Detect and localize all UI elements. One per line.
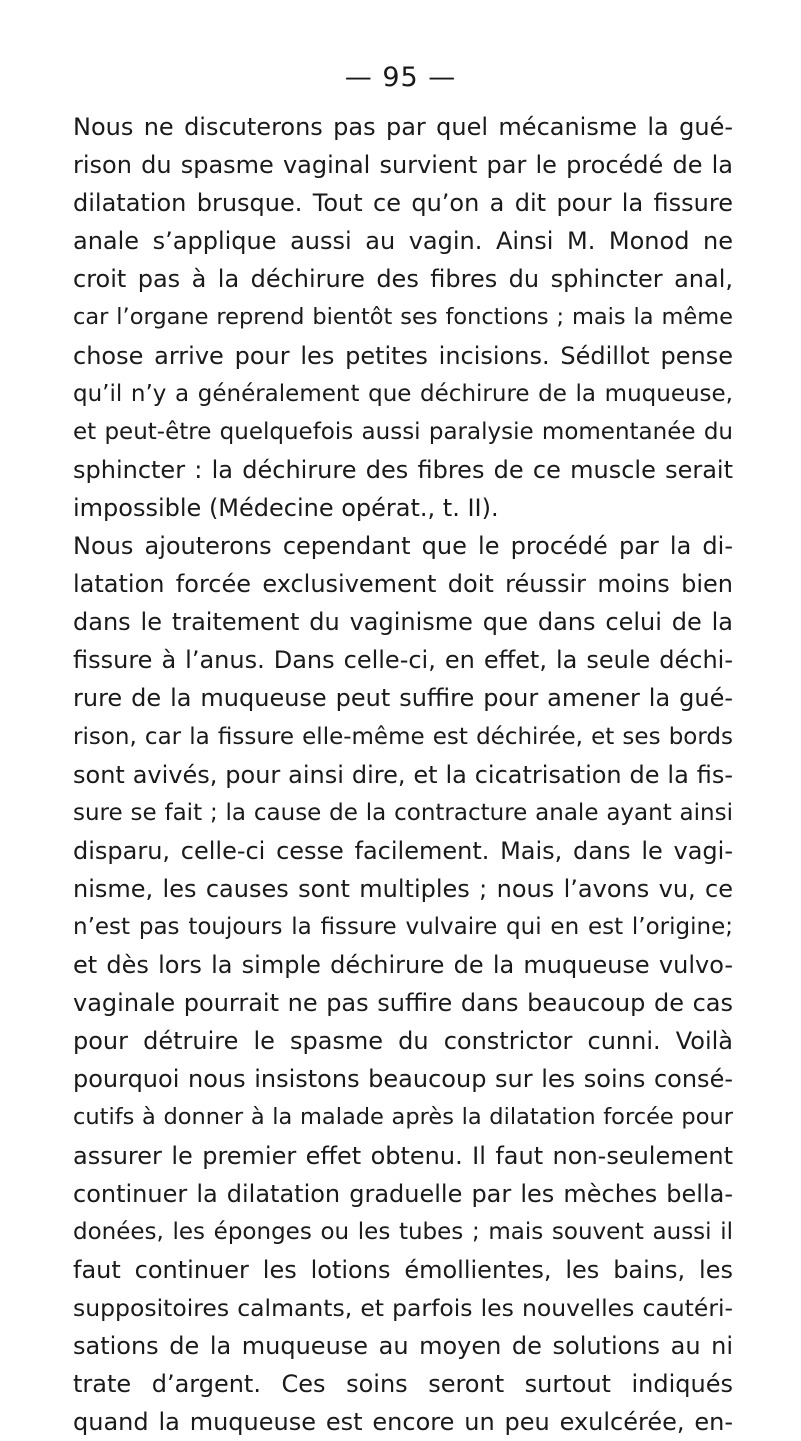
text-line: anale s’applique aussi au vagin. Ainsi M. Monod ne — [73, 227, 733, 256]
text-line: impossible (Médecine opérat., t. II). — [73, 493, 499, 522]
text-line: sont avivés, pour ainsi dire, et la cicatrisation de la fis- — [73, 760, 733, 789]
text-line: cutifs à donner à la malade après la dilatation forcée pour — [73, 1104, 733, 1131]
page-number: — 95 — — [344, 62, 457, 93]
text-line: latation forcée exclusivement doit réussir moins bien — [73, 570, 733, 599]
text-line: et peut-être quelquefois aussi paralysie momentanée du — [73, 418, 733, 445]
text-line: faut continuer les lotions émollientes, les bains, les — [73, 1255, 733, 1284]
text-line: pour détruire le spasme du constrictor cunni. Voilà — [73, 1027, 733, 1056]
text-line: donées, les éponges ou les tubes ; mais souvent aussi il — [73, 1218, 733, 1245]
text-line: vaginale pourrait ne pas suffire dans beaucoup de cas — [73, 989, 733, 1018]
text-line: Nous ajouterons cependant que le procédé par la di- — [73, 532, 733, 561]
text-line: trate d’argent. Ces soins seront surtout indiqués — [73, 1370, 733, 1399]
text-line: chose arrive pour les petites incisions. Sédillot pense — [73, 341, 733, 370]
text-line: rure de la muqueuse peut suffire pour amener la gué- — [73, 684, 733, 713]
text-line: suppositoires calmants, et parfois les nouvelles cautéri- — [73, 1293, 733, 1322]
text-line: car l’organe reprend bientôt ses fonctions ; mais la même — [73, 304, 733, 331]
body-text — [73, 108, 733, 1441]
text-line: n’est pas toujours la fissure vulvaire qui en est l’origine; — [73, 913, 733, 940]
text-line: dans le traitement du vaginisme que dans celui de la — [73, 608, 733, 637]
text-line: continuer la dilatation graduelle par les mèches bella- — [73, 1179, 733, 1208]
text-line: sations de la muqueuse au moyen de solutions au ni — [73, 1332, 733, 1360]
text-line: assurer le premier effet obtenu. Il faut non-seulement — [73, 1141, 733, 1170]
text-line: et dès lors la simple déchirure de la muqueuse vulvo- — [73, 951, 733, 980]
text-line: nisme, les causes sont multiples ; nous l’avons vu, ce — [73, 874, 733, 903]
text-line: sphincter : la déchirure des fibres de ce muscle serait — [73, 455, 733, 484]
text-line: pourquoi nous insistons beaucoup sur les soins consé- — [73, 1065, 733, 1094]
text-line: dilatation brusque. Tout ce qu’on a dit pour la fissure — [73, 189, 733, 218]
text-line: rison du spasme vaginal survient par le procédé de la — [73, 151, 733, 180]
text-line: Nous ne discuterons pas par quel mécanisme la gué- — [73, 113, 733, 141]
text-line: sure se fait ; la cause de la contracture anale ayant ainsi — [73, 799, 733, 826]
text-line: fissure à l’anus. Dans celle-ci, en effet, la seule déchi- — [73, 646, 733, 675]
text-line: quand la muqueuse est encore un peu exulcérée, en- — [73, 1408, 733, 1437]
text-line: croit pas à la déchirure des fibres du sphincter anal, — [73, 265, 733, 294]
text-line: disparu, celle-ci cesse facilement. Mais, dans le vagi- — [73, 836, 733, 865]
text-line: rison, car la fissure elle-même est déchirée, et ses bords — [73, 723, 733, 750]
text-line: qu’il n’y a généralement que déchirure de la muqueuse, — [73, 380, 733, 407]
